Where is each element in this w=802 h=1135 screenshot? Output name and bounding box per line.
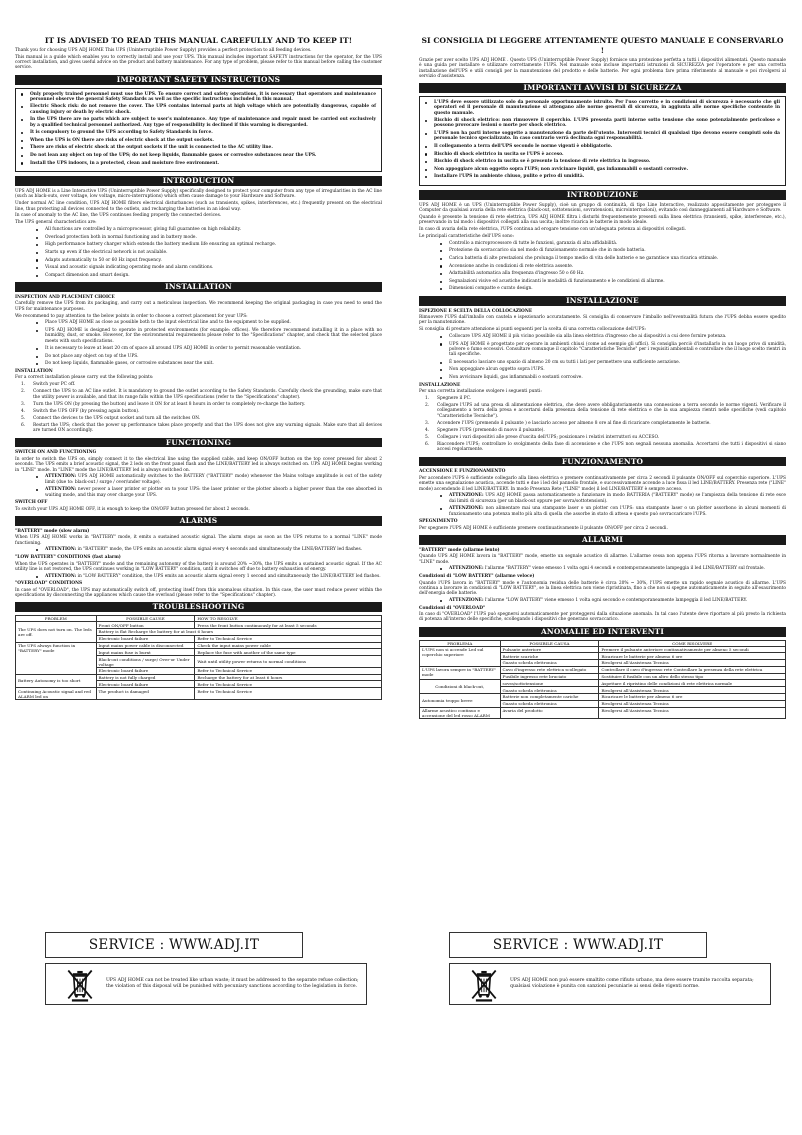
column-header: PROBLEM: [16, 616, 97, 622]
table-cell: Battery is not fully charged: [96, 674, 195, 681]
attention-list: [15, 474, 382, 497]
subsection-title: SPEGNIMENTO: [419, 519, 458, 525]
table-cell: Wait until utility power returns to normal conditions: [195, 656, 382, 668]
table-cell: Recharge the battery for at least 6 hours: [195, 674, 382, 681]
list-item: Adapts automatically to 50 or 60 Hz input frequency.: [35, 258, 382, 263]
subsection-title: ISPEZIONE E SCELTA DELLA COLLOCAZIONE: [419, 308, 533, 314]
troubleshooting-table: [15, 615, 382, 700]
table-cell: Electronic board failure: [96, 667, 195, 674]
table-cell: Condizioni di black-out,: [420, 680, 501, 694]
list-item: Rischio di shock elettrico in uscita se è presente la tensione di rete elettrica in ingresso.: [424, 159, 780, 164]
subsection-title: ACCENSIONE E FUNZIONAMENTO: [419, 469, 506, 475]
service-website: SERVICE : WWW.ADJ.IT: [449, 932, 707, 958]
install-steps: [419, 396, 786, 453]
column-header: PROBLEMA: [420, 640, 501, 646]
table-row: [420, 680, 786, 687]
table-row: [420, 646, 786, 653]
paragraph: Per accendere l'UPS è sufficiente collegarlo alla linea elettrica e premere continuativamente per circa 2 secondi il pulsante ON/OFF sul coperchio superiore. L'UPS emette una segnalazione acustica, accende tutti e due i led del pannello frontale, e successivamente accende a luce fissa il led LINE/BATTERY. Presenza rete ("LINE" mode) accendendo il led LINE/BATTERY. In modo Presenza Rete ("LINE" mode) il led LINE/BATTERY è sempre acceso.: [419, 475, 786, 492]
list-item: Collocare UPS ADJ HOME il più vicino possibile sia alla linea elettrica d'ingresso che ai dispositivi a cui deve fornire potenza.: [439, 334, 786, 339]
list-item: Only properly trained personnel must use the UPS. To ensure correct and safety operations, it is necessary that operators and maintenance personnel observe the general Safety Standards as well as the specific instructions included in this manual.: [20, 92, 376, 103]
list-item: Accensione anche in condizioni di rete elettrica assente.: [439, 264, 786, 269]
paragraph: In case of "OVERLOAD", the UPS may automatically switch off, protecting itself from this anomalous situation. In this case, the user must reduce power within the specifications by disconnecting the appliances which cause the overload (please refer to the "Specifications" chapter).: [15, 587, 382, 599]
table-cell: Avaria del prodotto: [500, 707, 599, 719]
paragraph: Quando è presente la tensione di rete elettrica, UPS ADJ HOME filtra i disturbi frequentemente presenti sulla linea elettrica (transienti, spike, interferenze, etc.), preservando in tal modo i dispositivi collegati alla sua uscita; inoltre ricarica le batterie in modo ideale.: [419, 214, 786, 226]
table-cell: Refer to Technical Service: [195, 681, 382, 688]
install-steps: [15, 382, 382, 433]
list-item: UPS ADJ HOME è progettato per operare in ambienti chiusi (come ad esempio gli uffici). Si consiglia perciò d'installarlo in un luogo privo di umidità, polvere o fumo eccessivi. Consultare comunque il capitolo "Caratteristiche Tecniche" per i requisiti ambientali e controllare che il luogo scelto rientri in tali specifiche.: [439, 342, 786, 358]
list-item: High performance battery charger which extends the battery medium life ensuring an optimal recharge.: [35, 242, 382, 247]
paragraph: We recommend to pay attention to the below points in order to choose a correct placement for your UPS:: [15, 313, 248, 319]
functioning-header: FUNCTIONING: [15, 438, 382, 448]
paragraph: For a correct installation please carry out the following points:: [15, 375, 154, 381]
table-cell: Press the front button continuously for at least 5 seconds: [195, 622, 382, 629]
table-cell: L'UPS lavora sempre in "BATTERY" mode: [420, 666, 501, 680]
attention-list: [15, 574, 382, 579]
list-item: Visual and acoustic signals indicating operating mode and alarm conditions.: [35, 265, 382, 270]
table-cell: Fusibile ingresso rete bruciato: [500, 673, 599, 680]
paragraph: Per spegnere l'UPS ADJ HOME è sufficiente premere continuativamente il pulsante ON/OFF per circa 2 secondi.: [419, 525, 668, 531]
paragraph: Rimuovere l'UPS dall'imballo con cautela e ispezionarlo accuratamente. Si consiglia di conservare l'imballo nell'eventualità futura che l'UPS debba essere spedito per la manutenzione.: [419, 315, 786, 326]
list-item: L'UPS deve essere utilizzato solo da personale opportunamente istruito. Per l'uso corretto e in condizioni di sicurezza è necessario che gli operatori ed il personale di manutenzione si attengano alle norme generali di sicurezza, in aggiunta alle norme specifiche contenute in questo manuale.: [424, 100, 780, 116]
list-item: In the UPS there are no parts which are subject to user's maintenance. Any type of maintenance and repair must be carried out exclusively by a qualified technical personnel authorized. Any type of responsibility is declined if this warning is disregarded.: [20, 117, 376, 128]
table-cell: Rivolgersi all'Assistenza Tecnica: [599, 687, 786, 694]
list-item: 1. Switch your PC off.: [21, 382, 76, 388]
subsection-title: "BATTERY" mode (slow alarm): [15, 528, 90, 534]
list-item: Il collegamento a terra dell'UPS secondo le norme vigenti è obbligatorio.: [424, 144, 780, 149]
list-item: Carica batteria di alte prestazioni che prolunga il tempo medio di vita delle batterie e ne garantisce una ricarica ottimale.: [439, 256, 786, 261]
table-cell: Electronic board failure: [96, 681, 195, 688]
subsection-title: Condizioni di "OVERLOAD": [419, 605, 486, 611]
table-row: [420, 707, 786, 719]
table-cell: The product is damaged: [96, 688, 195, 700]
alarms-header: ALLARMI: [419, 535, 786, 545]
crossed-bin-icon: [62, 966, 98, 1002]
list-item: Installare l'UPS in ambiente chiuso, pulito e privo di umidità.: [424, 174, 780, 179]
table-cell: Cavo d'ingresso rete elettrica scollegato: [500, 666, 599, 673]
service-website: SERVICE : WWW.ADJ.IT: [45, 932, 303, 958]
table-cell: Ricaricare le batterie per almeno 6 ore: [599, 693, 786, 700]
column-header: COME RISOLVERE: [599, 640, 786, 646]
list-item: È necessario lasciare uno spazio di almeno 20 cm su tutti i lati per permettere una sufficiente aerazione.: [439, 360, 786, 365]
paragraph: UPS ADJ HOME è un UPS (Uninterruptible Power Supply), cioè un gruppo di continuità, di tipo Line Interactive, realizzato appositamente per proteggere il Computer da qualsiasi avaria della rete elettrica (black-out, sottotensioni, sovratensioni, microinterruzioni), evitando così danneggiamenti all'Hardware e Software.: [419, 202, 786, 214]
subsection-title: SWITCH ON AND FUNCTIONING: [15, 450, 97, 456]
list-item: 6. Restart the UPS; check that the power up performance takes place properly and that the UPS does not give any warning signals. Make sure that all devices are turned ON accordingly.: [21, 423, 382, 434]
table-cell: Guasto scheda elettronica: [500, 700, 599, 707]
safety-header: IMPORTANT SAFETY INSTRUCTIONS: [15, 75, 382, 85]
table-cell: sovra/sottotensione: [500, 680, 599, 687]
table-cell: Replace the fuse with another of the same type: [195, 649, 382, 656]
table-cell: Allarme acustico continuo e accensione del led rosso ALARM: [420, 707, 501, 719]
list-item: 1. Spegnere il PC.: [425, 396, 472, 402]
table-cell: Ricaricare le batterie per almeno 6 ore: [599, 653, 786, 660]
subsection-title: INSPECTION AND PLACEMENT CHOICE: [15, 294, 115, 300]
page-title: IT IS ADVISED TO READ THIS MANUAL CAREFULLY AND TO KEEP IT!: [44, 36, 353, 45]
list-item: UPS ADJ HOME is designed to operate in protected environments (for example: offices). We therefore recommend installing it in a place with no humidity, dust, or smoke. However, for the environmental requirements please refer to the "Specifications" chapter, and check that the selected place meets with such specifications.: [35, 328, 382, 344]
table-row: [16, 688, 382, 700]
paragraph: Under normal AC line condition, UPS ADJ HOME filters electrical disturbances (such as transients, spikes, interferences, etc.) frequently present on the electrical line, thus protecting all devices connected to the outlets, and recharging the batteries in an ideal way.: [15, 201, 382, 212]
list-item: ATTENZIONE: l'allarme "LOW BATTERY" viene emesso 1 volta ogni secondo e contemporaneamente lampeggia il led LINE/BATTERY.: [439, 598, 786, 603]
list-item: Rischio di shock elettrico: non rimuovere il coperchio. L'UPS presenta parti interne sotto tensione che sono potenzialmente pericolose e possono provocare lesioni o morte per shock elettrico.: [424, 118, 780, 129]
table-cell: The UPS always function in "BATTERY" mode: [16, 642, 97, 674]
attention-list: [15, 547, 382, 552]
table-row: [420, 666, 786, 673]
table-row: [16, 642, 382, 649]
table-cell: Battery Autonomy is too short: [16, 674, 97, 688]
table-cell: Refer to Technical Service: [195, 667, 382, 674]
list-item: 2. Collegare l'UPS ad una presa di alimentazione elettrica, che deve avere obbligatoriamente una connessione a terra secondo le norme vigenti. Verificare il collegamento a terra della presa e accertarsi della presenza della tensione di rete elettrica e che la sua ampiezza rientri nelle specifiche (vedi capitolo "Caratteristiche Tecniche").: [425, 403, 786, 419]
table-cell: Rivolgersi all'Assistenza Tecnica: [599, 660, 786, 667]
list-item: 5. Connect the devices to the UPS output socket and turn all the switches ON.: [21, 416, 201, 421]
weee-text: UPS ADJ HOME non può essere smaltito come rifiuto urbano, ma deve essere tramite raccolta separata; qualsiasi violazione è punita con sanzioni pecuniarie ai sensi delle vigenti norme.: [510, 978, 754, 989]
list-item: Protezione da sovraccarico sia nel modo di funzionamento normale che in modo batteria.: [439, 248, 786, 253]
paragraph: UPS ADJ HOME is a Line Interactive UPS (Uninterruptible Power Supply) specifically designed to protect your computer from any type of irregularities in the AC line (such as black-outs, over voltage, low voltage, micro-interruptions) which often cause damage to your Hardware and Software.: [15, 189, 382, 200]
list-item: It is necessary to leave at least 20 cm of space all around UPS ADJ HOME in order to permit reasonable ventilation.: [35, 346, 382, 351]
list-item: 2. Connect the UPS to an AC line outlet. It is mandatory to ground the outlet according to the Safety Standards. Carefully check the grounding, make sure that the utility power is available, and that its range falls within the UPS specifications (refer to the "Specifications" chapter).: [21, 389, 382, 400]
subsection-title: Condizioni di "LOW BATTERY" (allarme veloce): [419, 574, 535, 580]
weee-text: UPS ADJ HOME can not be treated like urban waste; it must be addressed to the separate refuse collection; the violation of this disposal will be punished with pecuniary sanctions according to the legislation in force.: [106, 978, 359, 989]
placement-list: [15, 320, 382, 366]
table-cell: Premere il pulsante anteriore continuativamente per almeno 5 secondi: [599, 646, 786, 653]
column-header: POSSIBILE CAUSA: [500, 640, 599, 646]
subsection-title: "BATTERY" mode (allarme lento): [419, 547, 500, 553]
table-cell: Batterie scariche: [500, 653, 599, 660]
list-item: 4. Spegnere l'UPS (premendo di nuovo il pulsante).: [425, 427, 545, 433]
weee-notice: [45, 963, 367, 1005]
table-cell: Autonomia troppo breve: [420, 693, 501, 707]
list-item: L'UPS non ha parti interne soggette a manutenzione da parte dell'utente. Interventi tecnici di qualsiasi tipo devono essere compiuti solo da personale tecnico specializzato. In caso contrario verrà declinata ogni responsabilità.: [424, 131, 780, 142]
installation-header: INSTALLAZIONE: [419, 296, 786, 306]
subsection-title: "LOW BATTERY" CONDITIONS (fast alarm): [15, 555, 121, 561]
list-item: All functions are controlled by a microprocessor, giving full guarantee on high reliability.: [35, 227, 382, 232]
table-cell: Refer to Technical Service: [195, 635, 382, 642]
list-item: Controllo a microprocessore di tutte le funzioni, garanzia di alta affidabilità.: [439, 241, 786, 246]
intro-paragraph: Grazie per aver scelto UPS ADJ HOME . Questo UPS (Uninterruptible Power Supply) fornisce una protezione perfetta a tutti i dispositivi alimentati. Questo manuale è una guida per installare e utilizzare correttamente l'UPS. Nel manuale sono incluse importanti istruzioni di SICUREZZA per l'operatore e per una corretta installazione dell'UPS e utili consigli per la manutenzione del prodotto e delle batterie. Per ogni problema fare prima riferimento al manuale e poi rivolgersi al servizio d'assistenza.: [419, 58, 786, 79]
table-cell: Electronic board failure: [96, 635, 195, 642]
paragraph: The UPS general characteristics are:: [15, 220, 97, 226]
list-item: Rischio di shock elettrico in uscita se l'UPS è acceso.: [424, 152, 780, 157]
placement-list: [419, 334, 786, 380]
list-item: Install the UPS indoors, in a protected, clean and moisture free environment.: [20, 161, 376, 166]
table-cell: Input mains power cable is disconnected: [96, 642, 195, 649]
list-item: When the UPS is ON there are risks of electric shock at the output sockets.: [20, 138, 376, 143]
functioning-header: FUNZIONAMENTO: [419, 457, 786, 467]
list-item: Adattabilità automatica alla frequenza d'ingresso 50 o 60 Hz.: [439, 271, 786, 276]
paragraph: In caso di "OVERLOAD" l'UPS può spegnersi automaticamente per proteggersi dalla situazione anomala. In tal caso l'utente deve riportare al più presto la richiesta di potenza all'interno delle specifiche, scollegando i dispositivi che generano sovraccarico.: [419, 612, 786, 623]
list-item: It is compulsory to ground the UPS according to Safety Standards in force.: [20, 130, 376, 135]
list-item: Segnalazioni visive ed acustiche indicanti le modalità di funzionamento e le condizioni di allarme.: [439, 279, 786, 284]
list-item: Overload protection both in normal functioning and in battery mode.: [35, 235, 382, 240]
list-item: ATTENTION: in "BATTERY" mode, the UPS emits an acoustic alarm signal every 4 seconds and simultaneously the LINE/BATTERY led flashes.: [35, 547, 382, 552]
english-column: [15, 36, 382, 700]
alarms-header: ALARMS: [15, 516, 382, 526]
list-item: ATTENTION: in "LOW BATTERY" condition, the UPS emits an acoustic alarm signal every 1 second and simultaneously the LINE/BATTERY led flashes.: [35, 574, 382, 579]
troubleshooting-header: TROUBLESHOOTING: [15, 602, 382, 612]
list-item: Compact dimension and smart design.: [35, 273, 382, 278]
list-item: Do not keep liquids, flammable gases, or corrosive substances near the unit.: [35, 361, 382, 366]
safety-header: IMPORTANTI AVVISI DI SICUREZZA: [419, 83, 786, 93]
list-item: Do not place any object on top of the UPS.: [35, 354, 382, 359]
subsection-title: SWITCH OFF: [15, 500, 48, 506]
crossed-bin-icon: [466, 966, 502, 1002]
table-cell: Guasto scheda elettronica: [500, 687, 599, 694]
table-row: [16, 674, 382, 681]
table-cell: Pulsante anteriore: [500, 646, 599, 653]
subsection-title: INSTALLATION: [15, 368, 53, 374]
paragraph: Carefully remove the UPS from its packaging, and carry out a meticulous inspection. We recommend keeping the original packaging in case you need to send the UPS for maintenance purposes.: [15, 301, 382, 312]
paragraph: When the UPS operates in "BATTERY" mode and the remaining autonomy of the battery is around 20% ~30%, the UPS emits a sustained acoustic signal. If the AC utility line is not restored, the UPS continues working in "LOW BATTERY" condition, until it switches off due to battery exhaustion of energy.: [15, 561, 382, 572]
intro-paragraph: This manual is a guide which enables you to correctly install and use your UPS. This manual includes important SAFETY instructions for the operator, for the UPS correct installation, and gives useful advice on the product and battery maintenance. For any type of problem, please refer to this manual before calling the customer service.: [15, 54, 382, 71]
troubleshooting-table: [419, 640, 786, 720]
table-cell: Refer to Technical Service: [195, 688, 382, 700]
table-row: [420, 693, 786, 700]
paragraph: Quando UPS ADJ HOME lavora in "BATTERY" mode, emette un segnale acustico di allarme. L'allarme cessa non appena l'UPS ritorna a lavorare normalmente in "LINE" mode.: [419, 554, 786, 565]
column-header: POSSIBLE CAUSE: [96, 616, 195, 622]
list-item: ATTENZIONE: UPS ADJ HOME passa automaticamente a funzionare in modo BATTERIA ("BATTERY" mode) se l'ampiezza della tensione di rete esce dai limiti di sicurezza (per un black-out oppure per sovra/sottotensioni).: [439, 493, 786, 504]
paragraph: Per una corretta installazione svolgere i seguenti punti:: [419, 389, 542, 395]
list-item: There are risks of electric shock at the output sockets if the unit is connected to the AC utility line.: [20, 145, 376, 150]
subsection-title: INSTALLAZIONE: [419, 382, 461, 388]
table-cell: Guasto scheda elettronica: [500, 660, 599, 667]
table-cell: Battery is flat Recharge the battery for at least 6 hours: [96, 629, 381, 636]
table-cell: L'UPS non si accende Led sul coperchio superiore: [420, 646, 501, 666]
table-cell: Controllare il cavo d'ingresso rete Controllare la presenza della rete elettrica: [599, 666, 786, 673]
paragraph: In case of anomaly to the AC line, the UPS continues feeding properly the connected devices.: [15, 213, 222, 219]
paragraph: Quando l'UPS lavora in "BATTERY" mode e l'autonomia residua delle batterie è circa 20% ~ 30%, l'UPS emette un rapido segnale acustico di allarme. L'UPS continua a lavorare in condizioni di "LOW BATTERY", se la linea elettrica non viene ripristinata, fino a che non si spegne automaticamente in seguito all'esaurimento dell'energia delle batterie.: [419, 580, 786, 597]
table-cell: Check the input mains power cable: [195, 642, 382, 649]
characteristics-list: [15, 227, 382, 278]
list-item: 3. Turn the UPS ON (by pressing the button) and leave it ON for at least 8 hours in order to completely re-charge the battery.: [21, 401, 306, 407]
list-item: Non avvicinare liquidi, gas infiammabili o sostanti corrosive.: [439, 375, 786, 380]
attention-list: [419, 566, 786, 571]
troubleshooting-header: ANOMALIE ED INTERVENTI: [419, 627, 786, 637]
attention-list: [419, 493, 786, 516]
list-item: Place UPS ADJ HOME as close as possible both to the input electrical line and to the equipment to be supplied.: [35, 320, 382, 325]
table-cell: Front ON/OFF button: [96, 622, 195, 629]
safety-list: [419, 96, 786, 186]
italian-column: [419, 36, 786, 719]
list-item: 6. Riaccendere l'UPS; controllare lo svolgimento della fase di accensione e che l'UPS non segnali nessuna anomalia. Accertarsi che tutti i dispositivi si siano accesi regolarmente.: [425, 442, 786, 453]
table-row: [16, 622, 382, 629]
list-item: ATTENZIONE: l'allarme "BATTERY" viene emesso 1 volta ogni 4 secondi e contemporaneamente lampeggia il led LINE/BATTERY sul frontale.: [439, 566, 786, 571]
table-cell: The UPS does not turn on. The leds are off.: [16, 622, 97, 642]
table-cell: Aspettare il ripristino delle condizioni di rete elettrica normale: [599, 680, 786, 687]
subsection-title: "OVERLOAD" CONDITIONS: [15, 581, 83, 587]
list-item: Do not lean any object on top of the UPS; do not keep liquids, flammable gases or corrosive substances near the UPS.: [20, 153, 376, 158]
table-cell: Sostituire il fusibile con un altro dello stesso tipo: [599, 673, 786, 680]
table-cell: Batterie non completamente cariche: [500, 693, 599, 700]
list-item: 5. Collegare i vari dispositivi alle prese d'uscita dell'UPS; posizionare i relativi interruttori su ACCESO.: [425, 435, 660, 440]
paragraph: Le principali caratteristiche dell'UPS sono:: [419, 233, 514, 239]
list-item: Non appoggiare alcun oggetto sopra l'UPS.: [439, 367, 786, 372]
safety-list: [15, 88, 382, 173]
introduction-header: INTRODUZIONE: [419, 190, 786, 200]
table-cell: Input mains fuse is burnt: [96, 649, 195, 656]
attention-list: [419, 598, 786, 603]
list-item: ATTENTION: UPS ADJ HOME automatically switches to the BATTERY ("BATTERY" mode) whenever the Mains voltage amplitude is out of the safety limit (due to: black-out / surge / over/under voltage).: [35, 474, 382, 485]
paragraph: Si consiglia di prestare attenzione ai punti seguenti per la scelta di una corretta collocazione dell'UPS:: [419, 327, 647, 333]
table-cell: Continuing Acoustic signal and red ALARM led on: [16, 688, 97, 700]
list-item: 4. Switch the UPS OFF (by pressing again button).: [21, 408, 140, 414]
list-item: Starts up even if the electrical network is not available.: [35, 250, 382, 255]
installation-header: INSTALLATION: [15, 282, 382, 292]
paragraph: In order to switch the UPS on, simply connect it to the electrical line using the supplied cable, and keep ON/OFF button on the top cover pressed for about 2 seconds. The UPS emits a brief acoustic signal, the 2 leds on the front panel flash and the LINE/BATTERY led is always switched on. UPS ADJ HOME begins working in "LINE" mode. In "LINE" mode the LINE/BATTERY led is always switched on.: [15, 456, 382, 473]
paragraph: When UPS ADJ HOME works in "BATTERY" mode, it emits a sustained acoustic signal. The alarm stops as soon as the UPS returns to a normal "LINE" mode functioning.: [15, 535, 382, 546]
list-item: ATTENTION: never power a laser printer or plotter on to your UPS: the laser printer or the plotter absorb a higher power than the one absorbed in waiting mode, and this may over charge your UPS.: [35, 487, 382, 498]
table-cell: Rivolgersi all'Assistenza Tecnica: [599, 700, 786, 707]
table-cell: Rivolgersi all'Assistenza Tecnica: [599, 707, 786, 719]
list-item: Electric Shock risk: do not remove the cover. The UPS contains internal parts at high voltage which are potentially dangerous, capable of causing injury or death by electric shock.: [20, 104, 376, 115]
column-header: HOW TO RESOLVE: [195, 616, 382, 622]
list-item: ATTENZIONE: non alimentare mai una stampante laser o un plotter con l'UPS: una stampante laser o un plotter assorbono in alcuni momenti di funzionamento una potenza molto più alta di quella che assorbe in stato di attesa e questo può sovraccaricare l'UPS.: [439, 506, 786, 517]
weee-notice: [449, 963, 771, 1005]
introduction-header: INTRODUCTION: [15, 176, 382, 186]
table-cell: Black-out conditions / surge/ Over-or Under voltage: [96, 656, 195, 668]
paragraph: To switch your UPS ADJ HOME OFF, it is enough to keep the ON/OFF button pressed for about 2 seconds.: [15, 506, 250, 512]
paragraph: In caso di avaria della rete elettrica, l'UPS continua ad erogare tensione con un'adeguata potenza ai dispositivi collegati.: [419, 227, 687, 233]
intro-paragraph: Thank you for choosing UPS ADJ HOME This UPS (Uninterruptible Power Supply) provides a perfect protection to all feeding devices.: [15, 48, 312, 53]
list-item: 3. Accendere l'UPS (premendo il pulsante ) e lasciarlo acceso per almeno 8 ore al fine di ricaricare completamente le batterie.: [425, 420, 711, 426]
list-item: Non appoggiare alcun oggetto sopra l'UPS; non avvicinare liquidi, gas infiammabili o sostanti corrosive.: [424, 167, 780, 172]
list-item: Dimensioni compatte e curato design.: [439, 286, 786, 291]
characteristics-list: [419, 241, 786, 292]
page-title: SI CONSIGLIA DI LEGGERE ATTENTAMENTE QUESTO MANUALE E CONSERVARLO !: [421, 36, 784, 55]
